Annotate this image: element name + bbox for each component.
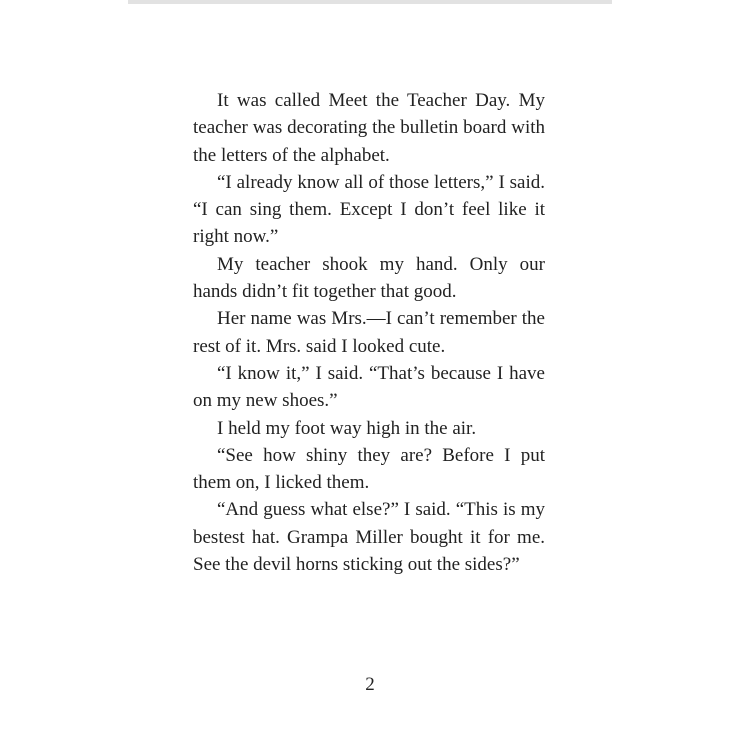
- paragraph: I held my foot way high in the air.: [217, 417, 477, 439]
- top-divider-bar: [128, 0, 612, 4]
- paragraph: “I know it,” I said. “That’s because I have on my new shoes.”: [193, 362, 545, 412]
- paragraph: “And guess what else?” I said. “This is my bestest hat. Grampa Miller bought it for me. See the devil horns sticking out the sides?”: [193, 499, 545, 576]
- paragraph: Her name was Mrs.—I can’t remember the rest of it. Mrs. said I looked cute.: [193, 308, 545, 357]
- body-text: [193, 87, 545, 578]
- page-number: 2: [365, 674, 375, 695]
- paragraph: My teacher shook my hand. Only our hands didn’t fit together that good.: [193, 253, 545, 303]
- paragraph: “I already know all of those letters,” I said. “I can sing them. Except I don’t feel like it right now.”: [193, 171, 545, 248]
- paragraph: “See how shiny they are? Before I put them on, I licked them.: [193, 444, 545, 494]
- paragraph: It was called Meet the Teacher Day. My teacher was decorating the bulletin board with the letters of the alphabet.: [193, 90, 545, 166]
